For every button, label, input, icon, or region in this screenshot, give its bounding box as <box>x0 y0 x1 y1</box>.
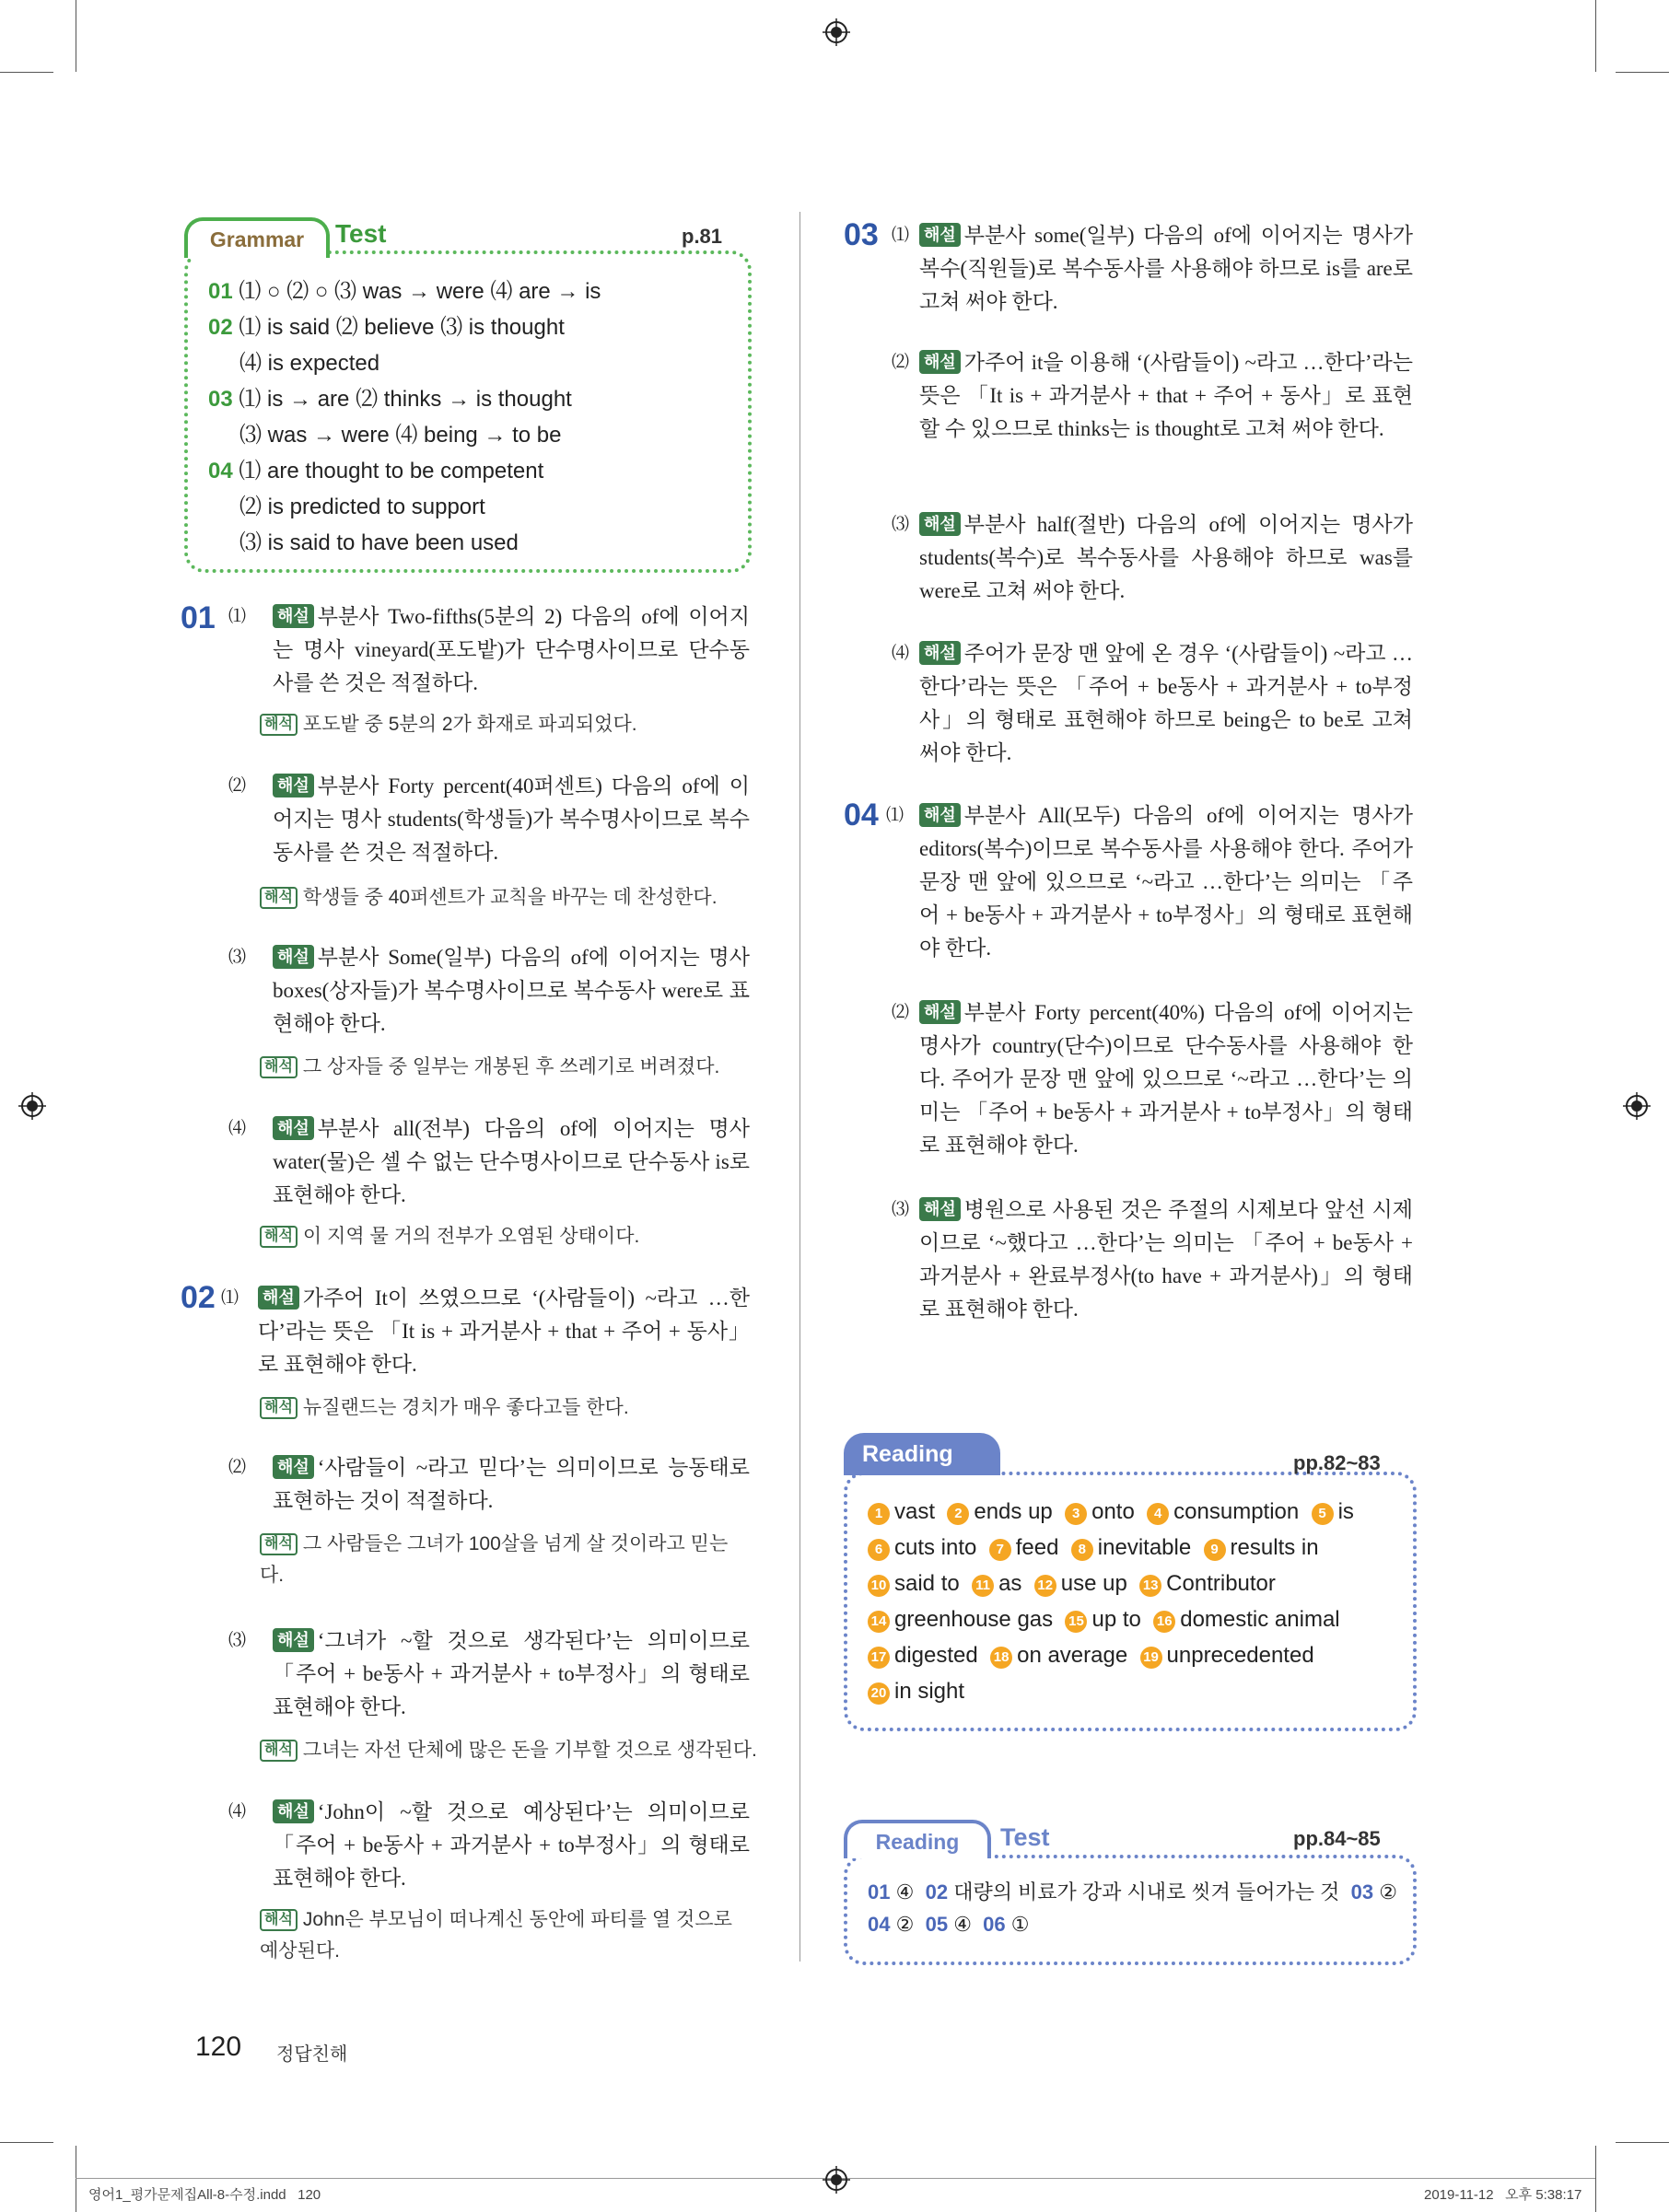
question-number: 02 <box>181 1280 216 1315</box>
translation: 해석 그녀는 자선 단체에 많은 돈을 기부할 것으로 생각된다. <box>260 1735 757 1766</box>
translation: 해석 이 지역 물 거의 전부가 오염된 상태이다. <box>260 1221 639 1252</box>
reading-test-tab: Reading <box>844 1820 991 1858</box>
answer-line: 04 ② 05 ④ 06 ① <box>868 1913 1030 1936</box>
answer-line: 6 cuts into 7 feed 8 inevitable 9 results in <box>868 1535 1319 1561</box>
reading-tab: Reading <box>844 1433 1000 1475</box>
test-tab-label: Test <box>1000 1823 1050 1851</box>
answer-line: 02 ⑴ is said ⑵ believe ⑶ is thought <box>208 315 565 340</box>
test-tab-label: Test <box>335 219 387 248</box>
question-number: 01 <box>181 600 216 635</box>
crop-mark <box>0 2142 53 2143</box>
page-reference: pp.84~85 <box>1293 1827 1381 1850</box>
page-reference: pp.82~83 <box>1293 1451 1381 1474</box>
answer-line: 01 ⑴ ○ ⑵ ○ ⑶ was → were ⑷ are → is <box>208 279 601 304</box>
answer-line: ⑶ is said to have been used <box>239 530 519 555</box>
column-divider <box>799 212 800 1962</box>
translation: 해석 학생들 중 40퍼센트가 교칙을 바꾸는 데 찬성한다. <box>260 882 718 914</box>
registration-mark-icon <box>18 1092 46 1120</box>
answer-line: 20 in sight <box>868 1679 964 1705</box>
translation: 해석 포도밭 중 5분의 2가 화재로 파괴되었다. <box>260 709 637 740</box>
crop-mark <box>1595 2146 1596 2212</box>
registration-mark-icon <box>1623 1092 1651 1120</box>
answer-line: 01 ④ 02 대량의 비료가 강과 시내로 씻겨 들어가는 것 03 ② <box>868 1880 1397 1903</box>
crop-mark <box>0 72 53 73</box>
answer-line: ⑵ is predicted to support <box>239 495 485 519</box>
translation: 해석 그 사람들은 그녀가 100살을 넘게 살 것이라고 믿는다. <box>260 1533 729 1586</box>
slug-timestamp: 2019-11-12 오후 5:38:17 <box>1424 2187 1582 2203</box>
crop-mark <box>1595 0 1596 72</box>
registration-mark-icon <box>823 2166 850 2194</box>
crop-mark <box>1616 2142 1669 2143</box>
question-number: 03 <box>844 217 879 252</box>
slug-filename: 영어1_평가문제집All-8-수정.indd 120 <box>88 2187 321 2203</box>
explanation-badge: 해설 <box>273 604 314 628</box>
answer-line: 03 ⑴ is → are ⑵ thinks → is thought <box>208 387 572 412</box>
answer-line: 14 greenhouse gas 15 up to 16 domestic animal <box>868 1607 1340 1633</box>
registration-mark-icon <box>823 18 850 46</box>
page-number: 120 <box>195 2032 242 2062</box>
grammar-tab: Grammar <box>184 217 330 258</box>
section-label: 정답친해 <box>276 2044 348 2065</box>
answer-line: 17 digested 18 on average 19 unprecedented <box>868 1643 1314 1669</box>
translation: 해석 뉴질랜드는 경치가 매우 좋다고들 한다. <box>260 1392 629 1424</box>
answer-line: 04 ⑴ are thought to be competent <box>208 459 544 483</box>
translation: 해석 John은 부모님이 떠나계신 동안에 파티를 열 것으로 예상된다. <box>260 1909 732 1962</box>
question-number: 04 <box>844 797 879 832</box>
answer-line: ⑷ is expected <box>239 351 380 376</box>
reading-test-box <box>844 1855 1417 1965</box>
translation: 해석 그 상자들 중 일부는 개봉된 후 쓰레기로 버려졌다. <box>260 1052 719 1083</box>
answer-line: ⑶ was → were ⑷ being → to be <box>239 423 562 448</box>
crop-mark <box>1616 72 1669 73</box>
page-reference: p.81 <box>682 225 723 248</box>
answer-line: 1 vast 2 ends up 3 onto 4 consumption 5 is <box>868 1499 1354 1525</box>
answer-line: 10 said to 11 as 12 use up 13 Contributor <box>868 1571 1276 1597</box>
